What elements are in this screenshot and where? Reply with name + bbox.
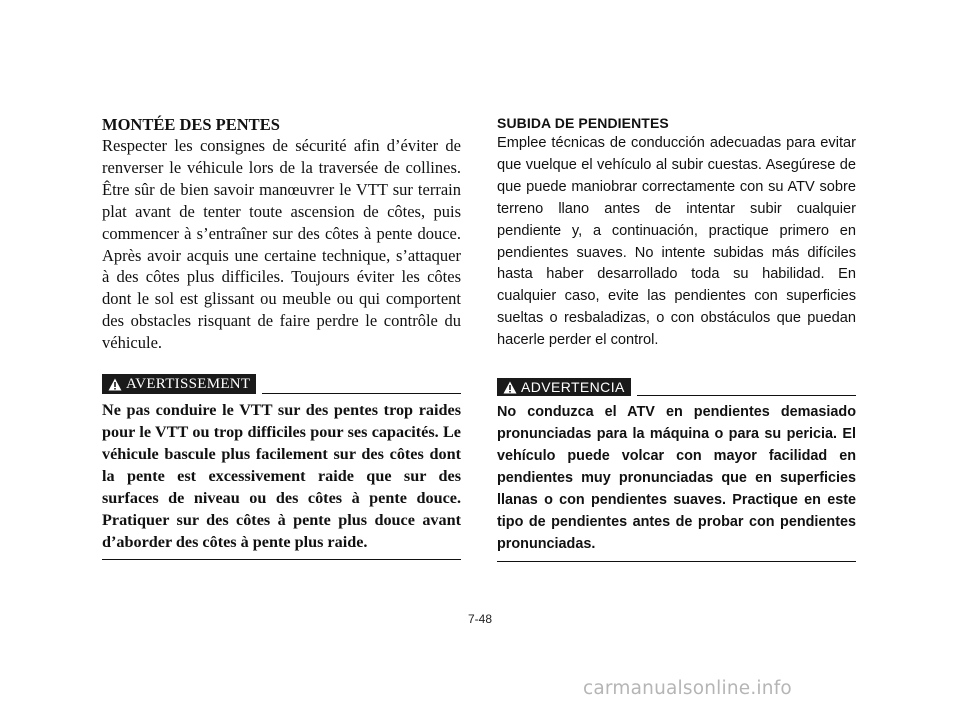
warning-text-spanish: No conduzca el ATV en pendientes demasiado pronunciadas para la máquina o para su pericia. El vehículo puede volcar con mayor facilidad en pendientes muy pronunciadas que en superficies llanas o con pendientes suaves. Practique en este tipo de pendientes antes de probar con pendientes pronunciadas. [497,404,856,552]
warning-header-spanish [497,372,856,396]
section-heading-french: MONTÉE DES PENTES [102,115,280,134]
warning-badge-french [102,374,256,394]
warning-header-rule-french [262,393,461,394]
section-heading-spanish: SUBIDA DE PENDIENTES [497,115,669,131]
warning-triangle-icon [503,381,517,394]
warning-label-spanish: ADVERTENCIA [521,379,625,396]
watermark: carmanualsonline.info [583,678,792,699]
warning-bottom-rule-french [102,559,461,560]
warning-header-french [102,370,461,394]
warning-badge-spanish [497,378,631,396]
warning-header-rule-spanish [637,395,856,396]
page-number: 7-48 [467,612,493,626]
warning-triangle-icon [108,378,122,391]
section-paragraph-spanish: Emplee técnicas de conducción adecuadas para evitar que vuelque el vehículo al subir cuestas. Asegúrese de que puede maniobrar correctamente con su ATV sobre terreno llano antes de intentar subir cualquier pendiente y, a continuación, practique primero en pendientes suaves. No intente subidas más difíciles hasta haber desarrollado toda su habilidad. En cualquier caso, evite las pendientes con superficies sueltas o resbaladizas, o con obstáculos que puedan hacerle perder el control. [497,135,856,349]
section-paragraph-french: Respecter les consignes de sécurité afin d’éviter de renverser le véhicule lors de la traversée de collines. Être sûr de bien savoir manœuvrer le VTT sur terrain plat avant de tenter toute ascension de côtes, puis commencer à s’entraîner sur des côtes à pente douce. Après avoir acquis une certaine technique, s’attaquer à des côtes plus difficiles. Toujours éviter les côtes dont le sol est glissant ou meuble ou qui comportent des obstacles risquant de faire perdre le contrôle du véhicule. [102,136,461,353]
french-column [102,114,461,560]
warning-bottom-rule-spanish [497,561,856,562]
warning-label-french: AVERTISSEMENT [126,375,251,392]
warning-text-french: Ne pas conduire le VTT sur des pentes trop raides pour le VTT ou trop difficiles pour ses capacités. Le véhicule bascule plus facilement sur des côtes dont la pente est excessivement raide que sur des surfaces de niveau ou des côtes à pente douce. Pratiquer sur des côtes à pente plus douce avant d’aborder des côtes à pente plus raide. [102,401,461,551]
spanish-column [497,114,856,562]
